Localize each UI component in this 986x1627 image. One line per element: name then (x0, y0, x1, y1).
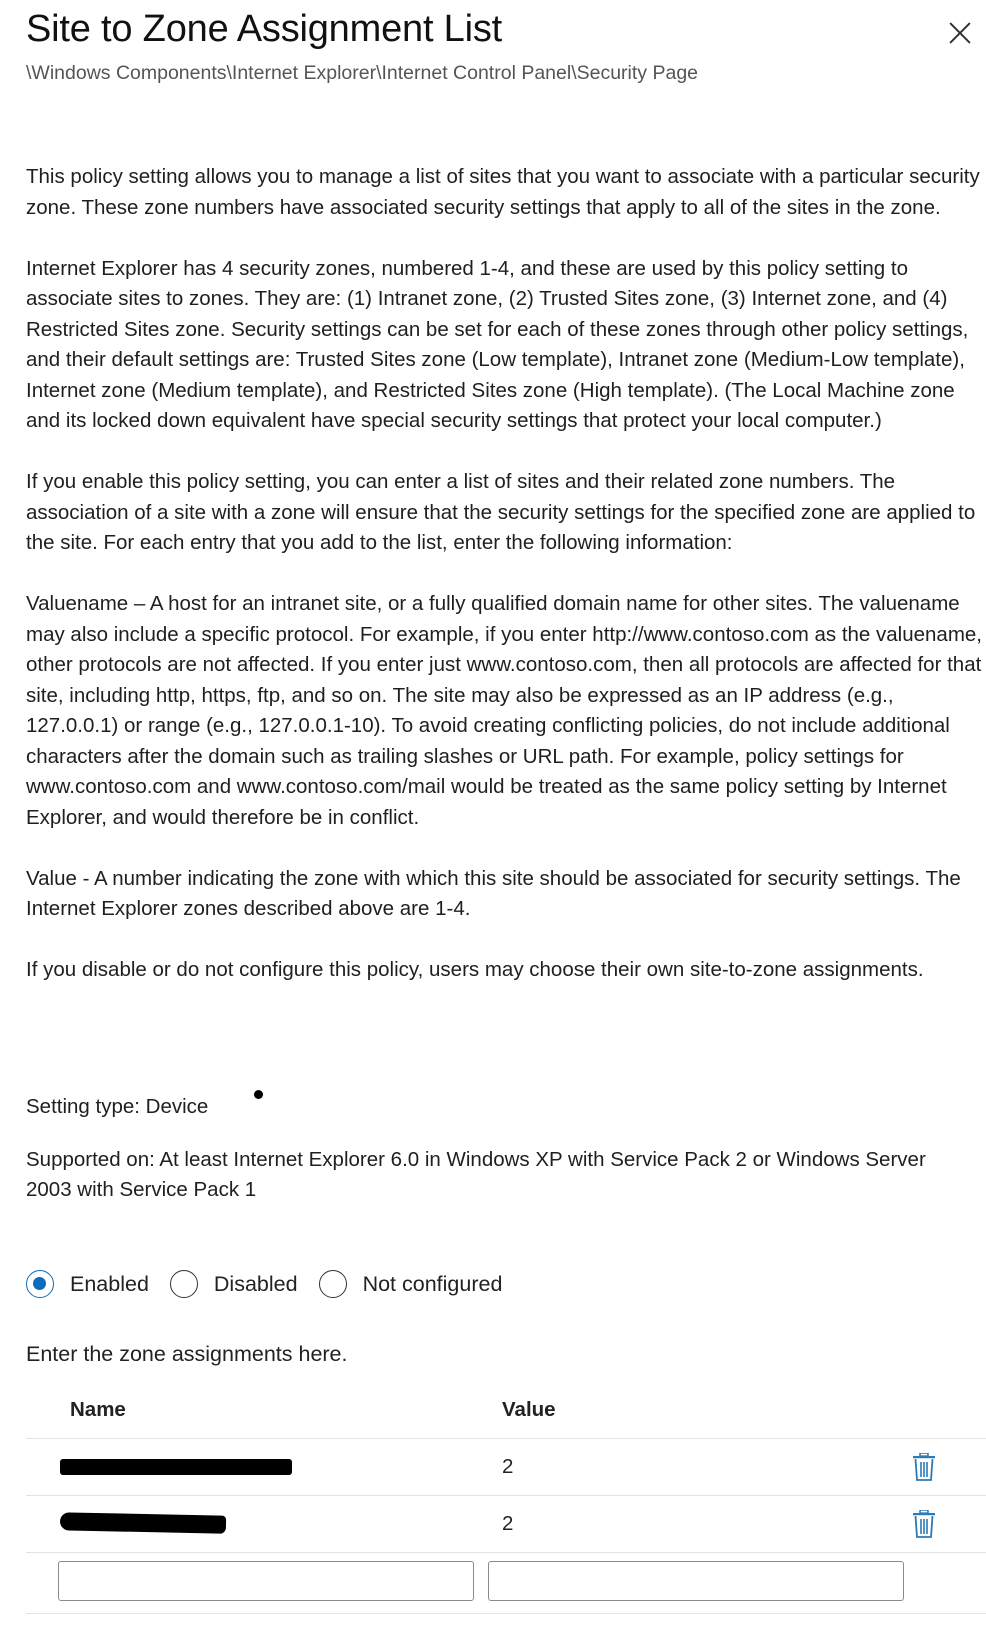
redacted-name (60, 1459, 292, 1475)
zone-assignments-label: Enter the zone assignments here. (26, 1342, 348, 1366)
description-paragraph: Valuename – A host for an intranet site, or a fully qualified domain name for other sites. The valuename may also include a specific protocol. For example, if you enter http://www.contoso.com as the valuename, other protocols are not affected. If you enter just www.contoso.com, then all protocols are affected for that site, including http, https, ftp, and so on. The site may also be expressed as an IP address (e.g., 127.0.0.1) or range (e.g., 127.0.0.1-10). To avoid creating conflicting policies, do not include additional characters after the domain such as trailing slashes or URL path. For example, policy settings for www.contoso.com and www.contoso.com/mail would be treated as the same policy setting by Internet Explorer, and would therefore be in conflict. (26, 592, 982, 829)
radio-disabled[interactable] (170, 1270, 298, 1298)
description-paragraph: If you disable or do not configure this policy, users may choose their own site-to-zone assignments. (26, 958, 924, 981)
policy-description (26, 162, 986, 1016)
radio-not-configured[interactable] (319, 1270, 503, 1298)
zone-assignments-table (26, 1390, 986, 1614)
trash-icon[interactable] (912, 1510, 936, 1538)
description-paragraph: Value - A number indicating the zone with which this site should be associated for security settings. The Internet Explorer zones described above are 1-4. (26, 866, 961, 920)
column-header-value: Value (502, 1398, 556, 1421)
radio-unchecked-icon[interactable] (319, 1270, 347, 1298)
description-paragraph: If you enable this policy setting, you can enter a list of sites and their related zone numbers. The association of a site with a zone will ensure that the security settings for the specified zone are applied to the site. For each entry that you add to the list, enter the following information: (26, 470, 976, 554)
table-row (26, 1496, 986, 1553)
breadcrumb-path: \Windows Components\Internet Explorer\Internet Control Panel\Security Page (26, 62, 699, 84)
radio-label: Disabled (213, 1271, 298, 1296)
close-icon[interactable] (945, 18, 975, 48)
radio-checked-icon[interactable] (26, 1270, 54, 1298)
new-entry-row (26, 1553, 986, 1614)
new-name-input[interactable] (58, 1561, 474, 1601)
radio-unchecked-icon[interactable] (170, 1270, 198, 1298)
column-header-name: Name (70, 1398, 126, 1421)
supported-on: Supported on: At least Internet Explorer 6.0 in Windows XP with Service Pack 2 or Windows Server 2003 with Service Pack 1 (26, 1148, 926, 1201)
description-paragraph: Internet Explorer has 4 security zones, numbered 1-4, and these are used by this policy setting to associate sites to zones. They are: (1) Intranet zone, (2) Trusted Sites zone, (3) Internet zone, and (4) Restricted Sites zone. Security settings can be set for each of these zones through other policy settings, and their default settings are: Trusted Sites zone (Low template), Intranet zone (Medium-Low template), Internet zone (Medium template), and Restricted Sites zone (High template). (The Local Machine zone and its locked down equivalent have special security settings that protect your local computer.) (26, 256, 969, 432)
page-title: Site to Zone Assignment List (26, 8, 502, 50)
radio-label: Enabled (70, 1271, 149, 1296)
trash-icon[interactable] (912, 1453, 936, 1481)
new-value-input[interactable] (488, 1561, 904, 1601)
zone-value: 2 (502, 1512, 514, 1535)
radio-enabled[interactable] (26, 1270, 149, 1298)
description-paragraph: This policy setting allows you to manage a list of sites that you want to associate with a particular security zone. These zone numbers have associated security settings that apply to all of the sites in the zone. (26, 165, 980, 219)
zone-value: 2 (502, 1455, 514, 1478)
radio-label: Not configured (362, 1271, 503, 1296)
table-header (26, 1390, 986, 1439)
policy-state-radios (26, 1270, 523, 1298)
table-row (26, 1439, 986, 1496)
redacted-name (60, 1512, 226, 1533)
setting-type: Setting type: Device (26, 1095, 209, 1118)
